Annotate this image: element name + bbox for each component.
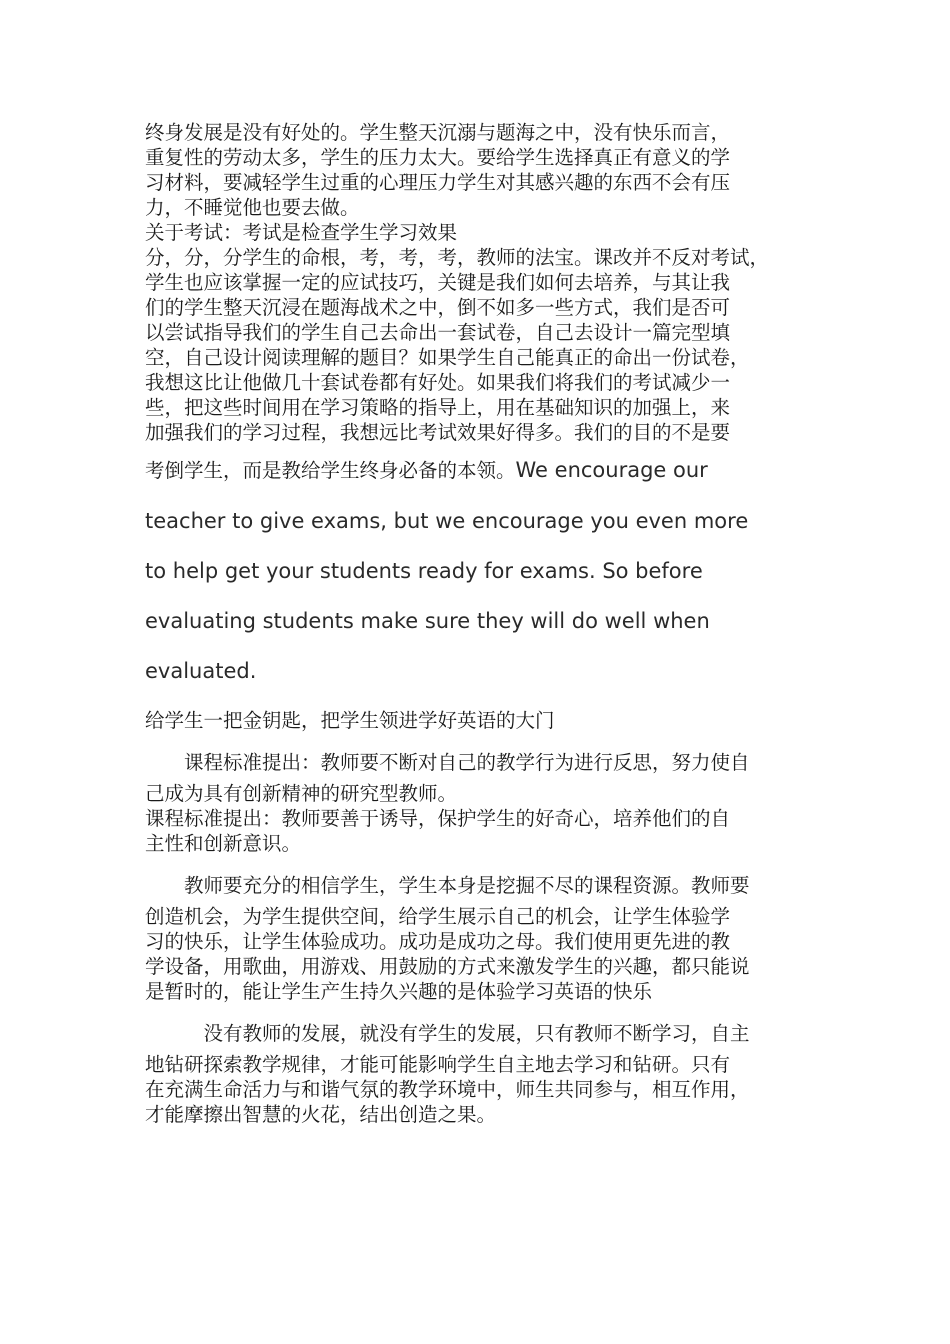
text-line: 我想这比让他做几十套试卷都有好处。如果我们将我们的考试减少一	[145, 371, 731, 394]
paragraph-reflection	[145, 745, 825, 781]
text-line: 习的快乐，让学生体验成功。成功是成功之母。我们使用更先进的教	[145, 930, 731, 953]
text-line: 空，自己设计阅读理解的题目？如果学生自己能真正的命出一份试卷，	[145, 346, 750, 369]
text-line: 地钻研探索教学规律，才能可能影响学生自主地去学习和钻研。只有	[145, 1053, 731, 1076]
text-line: 在充满生命活力与和谐气氛的教学环境中，师生共同参与，相互作用，	[145, 1078, 750, 1101]
paragraph-teacher-development	[145, 1016, 825, 1052]
paragraph-trust-students	[145, 868, 825, 904]
text-line: 学设备，用歌曲，用游戏、用鼓励的方式来激发学生的兴趣，都只能说	[145, 955, 750, 978]
text-line: 习材料，要减轻学生过重的心理压力学生对其感兴趣的东西不会有压	[145, 171, 731, 194]
text-line: evaluating students make sure they will do well when	[145, 609, 710, 633]
text-line: 创造机会，为学生提供空间，给学生展示自己的机会，让学生体验学	[145, 905, 731, 928]
text-line: 加强我们的学习过程，我想远比考试效果好得多。我们的目的不是要	[145, 421, 731, 444]
heading-exam: 关于考试：考试是检查学生学习效果	[145, 221, 458, 244]
text-line: 课程标准提出：教师要不断对自己的教学行为进行反思，努力使自	[184, 751, 750, 774]
text-chinese: 考倒学生，而是教给学生终身必备的本领。	[145, 459, 516, 482]
text-line	[145, 445, 825, 496]
text-line: 己成为具有创新精神的研究型教师。	[145, 782, 458, 805]
text-line: 学生也应该掌握一定的应试技巧，关键是我们如何去培养，与其让我	[145, 271, 731, 294]
text-line: 们的学生整天沉浸在题海战术之中，倒不如多一些方式，我们是否可	[145, 296, 731, 319]
text-line: 重复性的劳动太多，学生的压力太大。要给学生选择真正有意义的学	[145, 146, 731, 169]
document-page	[145, 120, 825, 1127]
paragraph-teacher-development-cont	[145, 1052, 825, 1127]
text-line: 些，把这些时间用在学习策略的指导上，用在基础知识的加强上，来	[145, 396, 731, 419]
paragraph-exams-english	[145, 445, 825, 696]
text-line: teacher to give exams, but we encourage you even more	[145, 509, 749, 533]
text-line: 是暂时的，能让学生产生持久兴趣的是体验学习英语的快乐	[145, 980, 653, 1003]
heading-golden-key	[145, 708, 825, 733]
paragraph-reflection-cont	[145, 781, 825, 856]
paragraph-pressure	[145, 120, 825, 445]
text-line: 以尝试指导我们的学生自己去命出一套试卷，自己去设计一篇完型填	[145, 321, 731, 344]
text-line: 没有教师的发展，就没有学生的发展，只有教师不断学习，自主	[203, 1022, 750, 1045]
text-line: 给学生一把金钥匙，把学生领进学好英语的大门	[145, 709, 555, 732]
paragraph-trust-students-cont	[145, 904, 825, 1004]
text-line: 才能摩擦出智慧的火花，结出创造之果。	[145, 1103, 497, 1126]
text-english: We encourage our	[515, 458, 708, 482]
text-line: 终身发展是没有好处的。学生整天沉溺与题海之中，没有快乐而言，	[145, 121, 731, 144]
text-line: 教师要充分的相信学生，学生本身是挖掘不尽的课程资源。教师要	[184, 874, 750, 897]
text-line: 主性和创新意识。	[145, 832, 302, 855]
text-line: evaluated.	[145, 659, 257, 683]
text-line: 课程标准提出：教师要善于诱导，保护学生的好奇心，培养他们的自	[145, 807, 731, 830]
text-line: to help get your students ready for exams. So before	[145, 559, 703, 583]
text-line: 力，不睡觉他也要去做。	[145, 196, 360, 219]
text-line: 分，分，分学生的命根，考，考，考，教师的法宝。课改并不反对考试，	[145, 246, 770, 269]
